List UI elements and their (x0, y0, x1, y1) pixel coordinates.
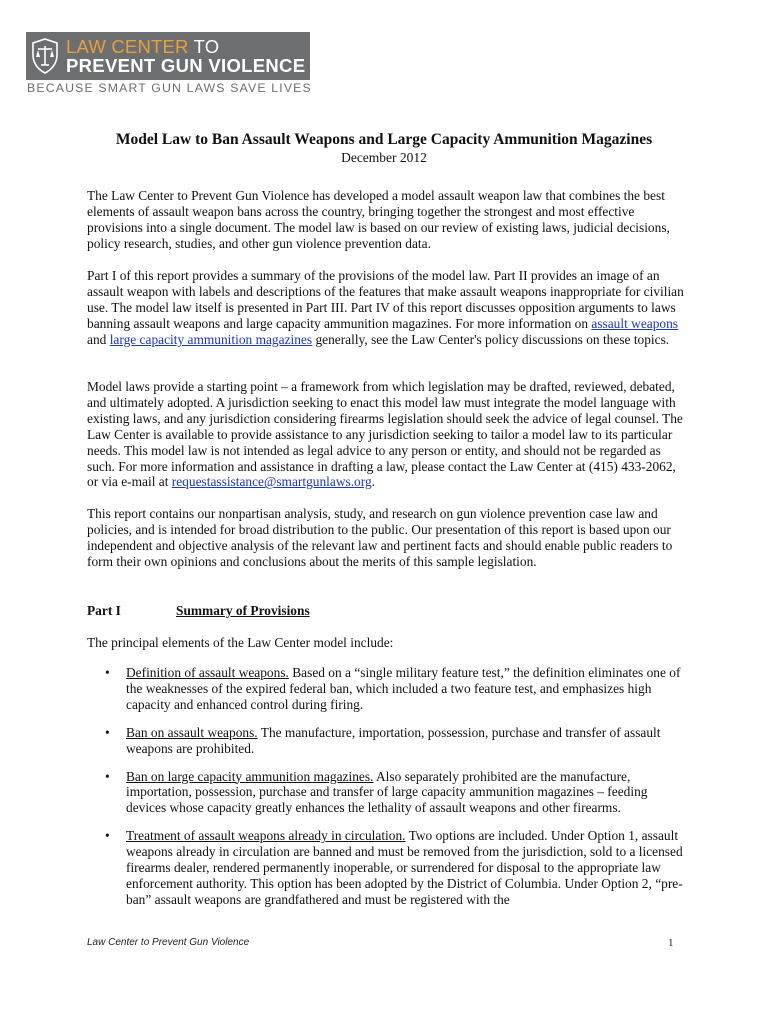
provisions-list (87, 665, 687, 920)
scales-of-justice-icon (26, 32, 64, 80)
document-date: December 2012 (341, 150, 427, 165)
list-item: • Ban on large capacity ammunition magazines. Also separately prohibited are the manufacture, importation, possession, purchase and transfer of large capacity ammunition magazines – feeding devices whose capacity greatly enhances the lethality of assault weapons and other firearms. (105, 768, 648, 816)
provision-heading: Definition of assault weapons. (126, 665, 289, 680)
email-link[interactable]: requestassistance@smartgunlaws.org (171, 474, 372, 490)
provision-heading: Ban on large capacity ammunition magazines. (126, 768, 374, 784)
logo-line1: LAW CENTER TO (66, 36, 220, 57)
large-capacity-magazines-link[interactable]: large capacity ammunition magazines (109, 331, 313, 347)
footer-org: Law Center to Prevent Gun Violence (87, 937, 250, 948)
provision-heading: Treatment of assault weapons already in circulation. (126, 828, 406, 844)
provision-heading: Ban on assault weapons. (126, 724, 258, 740)
logo-line2: PREVENT GUN VIOLENCE (66, 55, 306, 76)
nonpartisan-paragraph: This report contains our nonpartisan analysis, study, and research on gun violence prevention case law and policies, and is intended for broad distribution to the public. Our presentation of this report is based upon our independent and objective analysis of the relevant law and pertinent facts and should enable public readers to form their own opinions and conclusions about the merits of this sample legislation. (87, 506, 673, 569)
list-item: • Treatment of assault weapons already in circulation. Two options are included. Under Option 1, assault weapons already in circulation are banned and must be removed from the jurisdiction, sold to a licensed firearms dealer, rendered permanently inoperable, or surrendered for disposal to the appropriate law enforcement authority. This option has been adopted by the District of Columbia. Under Option 2, “pre-ban” assault weapons are grandfathered and must be registered with the (105, 828, 683, 907)
assault-weapons-link[interactable]: assault weapons (591, 315, 679, 331)
model-laws-paragraph: Model laws provide a starting point – a framework from which legislation may be drafted, reviewed, debated, and ultimately adopted. A jurisdiction seeking to enact this model law must integrate the model language with existing laws, and any jurisdiction considering firearms legislation should seek the advice of legal counsel. The Law Center is available to provide assistance to any jurisdiction seeking to tailor a model law to its particular needs. This model law is not intended as legal advice to any person or entity, and should not be regarded as such. For more information and assistance in drafting a law, please contact the Law Center at (415) 433-2062, or via e-mail at requestassistance@smartgunlaws.org. (87, 379, 683, 490)
list-item: • Definition of assault weapons. Based on a “single military feature test,” the definition eliminates one of the weaknesses of the expired federal ban, which included a two feature test, and emphasizes high capacity and enhanced control during firing. (105, 665, 681, 712)
part-heading (87, 603, 310, 619)
principal-elements-intro: The principal elements of the Law Center model include: (87, 635, 394, 650)
logo (26, 32, 310, 80)
intro-paragraph: The Law Center to Prevent Gun Violence has developed a model assault weapon law that combines the best elements of assault weapon bans across the country, bringing together the strongest and most effective provisions into a single document. The model law is based on our review of existing laws, judicial decisions, policy research, studies, and other gun violence prevention data. (87, 188, 670, 251)
report-parts-paragraph: Part I of this report provides a summary of the provisions of the model law. Part II provides an image of an assault weapon with labels and descriptions of the features that make assault weapons inappropriate for civilian use. The model law itself is presented in Part III. Part IV of this report discusses opposition arguments to laws banning assault weapons and large capacity ammunition magazines. For more information on assault weapons and large capacity ammunition magazines generally, see the Law Center's policy discussions on these topics. (87, 268, 684, 347)
page-number: 1 (668, 937, 674, 949)
part-title: Summary of Provisions (176, 603, 310, 618)
list-item: • Ban on assault weapons. The manufacture, importation, possession, purchase and transfer of assault weapons are prohibited. (105, 724, 661, 756)
document-title: Model Law to Ban Assault Weapons and Large Capacity Ammunition Magazines (115, 131, 653, 148)
part-number: Part I (87, 603, 121, 618)
tagline: BECAUSE SMART GUN LAWS SAVE LIVES (27, 81, 312, 95)
